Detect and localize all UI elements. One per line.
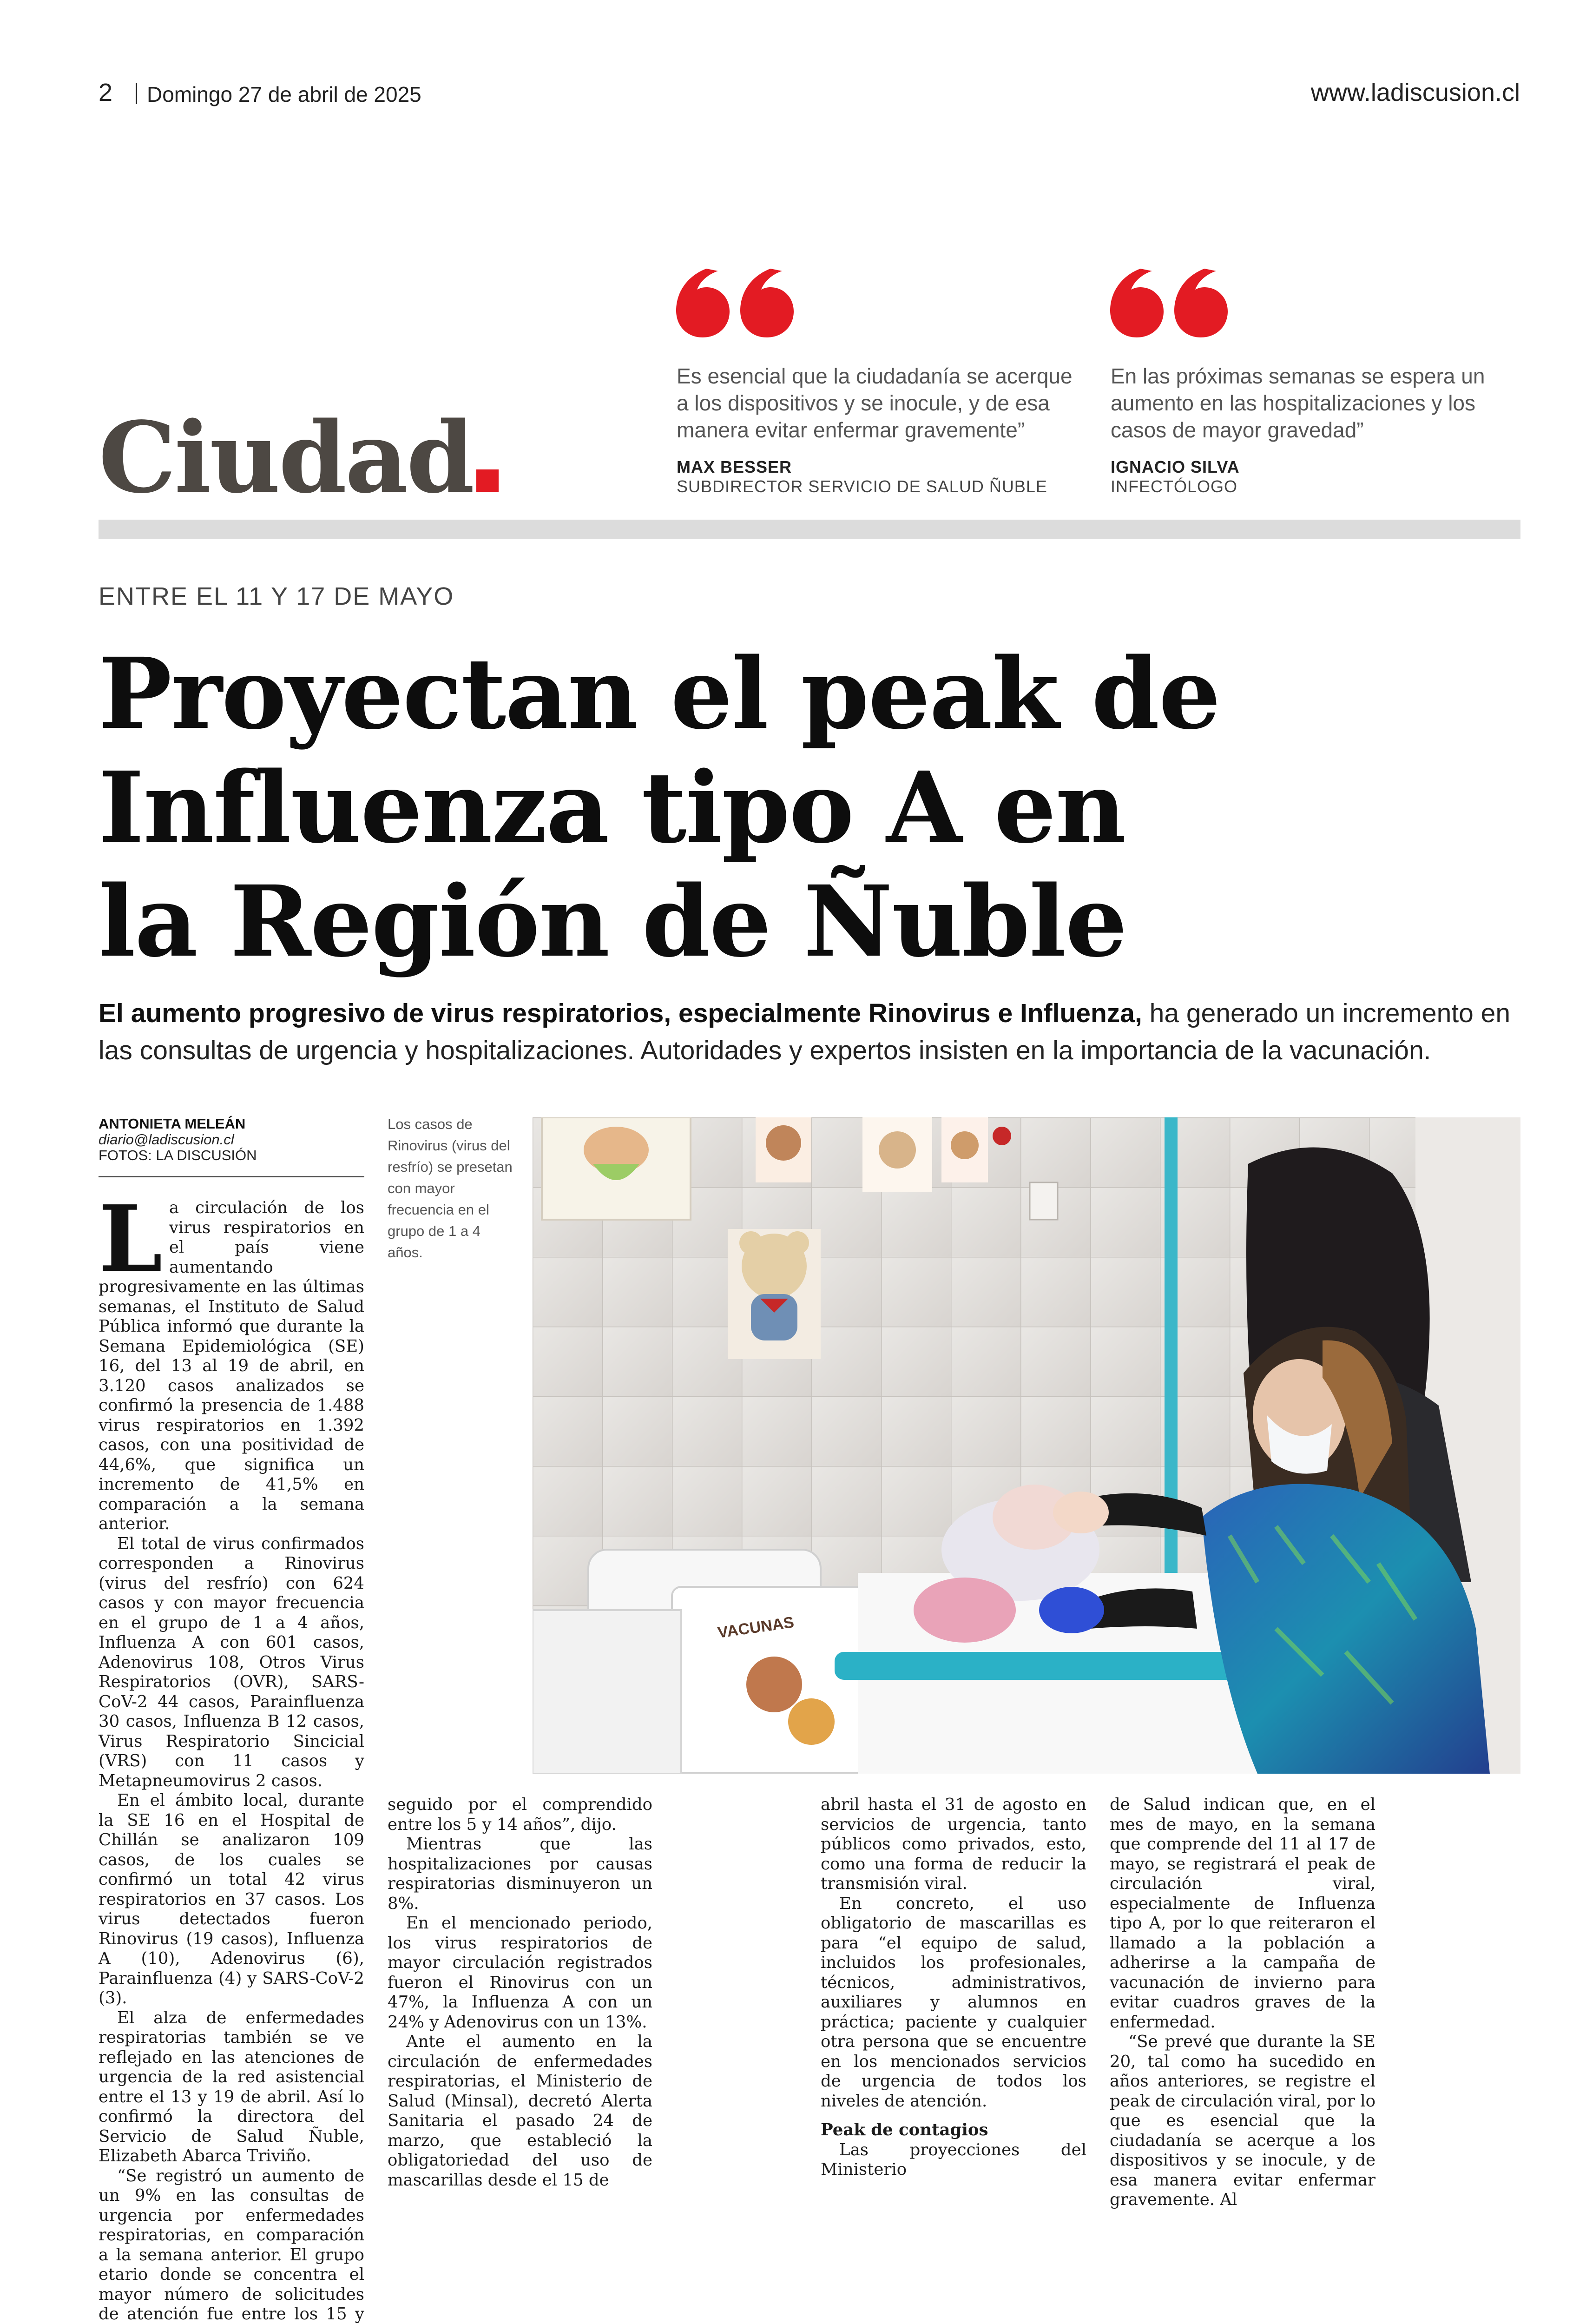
quote-author-role: INFECTÓLOGO bbox=[1111, 477, 1237, 496]
article-headline bbox=[99, 637, 1469, 978]
website-url: www.ladiscusion.cl bbox=[1311, 78, 1520, 107]
article-column-1 bbox=[99, 1198, 364, 2324]
paragraph: Ante el aumento en la circulación de enfermedades respiratorias, el Ministerio de Salud (Minsal), decretó Alerta Sanitaria el pasado 24 de marzo, que estableció la obligatoriedad del uso de mascarillas desde el 15 de bbox=[388, 2032, 652, 2190]
article-lead bbox=[99, 995, 1525, 1069]
quote-author-name: IGNACIO SILVA bbox=[1111, 457, 1240, 477]
paragraph: El total de virus confirmados corresponden a Rinovirus (virus del resfrío) con 624 casos y con mayor frecuencia en el grupo de 1 a 4 años, Influenza A con 601 casos, Adenovirus 108, Otros Virus Respiratorios (OVR), SARS-CoV-2 44 casos, Parainfluenza 30 casos, Influenza B 12 casos, Virus Respiratorio Sincicial (VRS) con 11 casos y Metapneumovirus 2 casos. bbox=[99, 1534, 364, 1791]
headline-line: la Región de Ñuble bbox=[99, 865, 1469, 978]
paragraph: seguido por el comprendido entre los 5 y 14 años”, dijo. bbox=[388, 1795, 652, 1835]
byline-email: diario@ladiscusion.cl bbox=[99, 1131, 234, 1148]
byline-divider bbox=[99, 1176, 364, 1177]
headline-line: Influenza tipo A en bbox=[99, 751, 1469, 865]
paragraph: abril hasta el 31 de agosto en servicios de urgencia, tanto públicos como privados, esto, como una forma de reducir la transmisión viral. bbox=[821, 1795, 1086, 1894]
quote-author-name: MAX BESSER bbox=[677, 457, 792, 477]
section-accent-dot bbox=[476, 469, 499, 492]
photo-caption: Los casos de Rinovirus (virus del resfrío) se presetan con mayor frecuencia en el grupo de 1 a 4 años. bbox=[388, 1114, 513, 1263]
paragraph: “Se registró un aumento de un 9% en las consultas de urgencia por enfermedades respiratorias, en comparación a la semana anterior. El grupo etario donde se concentra el mayor número de solicitudes de atención fue entre los 15 y bbox=[99, 2166, 364, 2324]
article-column-2 bbox=[388, 1795, 652, 2190]
paragraph: En el mencionado periodo, los virus respiratorios de mayor circulación registrados fueron el Rinovirus con un 47%, la Influenza A con un 24% y Adenovirus con un 13%. bbox=[388, 1914, 652, 2032]
paragraph: Las proyecciones del Ministerio bbox=[821, 2140, 1086, 2180]
paragraph: El alza de enfermedades respiratorias también se ve reflejado en las atenciones de urgencia de la red asistencial entre el 13 y 19 de abril. Así lo confirmó la directora del Servicio de Salud Ñuble, Elizabeth Abarca Triviño. bbox=[99, 2008, 364, 2166]
page-number: 2 bbox=[99, 78, 112, 107]
quote-mark-icon bbox=[1108, 259, 1233, 338]
article-column-4 bbox=[1110, 1795, 1375, 2210]
paragraph: En el ámbito local, durante la SE 16 en el Hospital de Chillán se analizaron 109 casos, de los cuales se confirmó un total 42 virus respiratorios en 37 casos. Los virus detectados fueron Rinovirus (19 casos), Influenza A (10), Adenovirus (6), Parainfluenza (4) y SARS-CoV-2 (3). bbox=[99, 1791, 364, 2008]
section-name: Ciudad bbox=[99, 400, 473, 515]
quote-text: Es esencial que la ciudadanía se acerque a los dispositivos y se inocule, y de esa manera evitar enfermar gravemente” bbox=[677, 363, 1086, 443]
drop-cap: L bbox=[99, 1201, 163, 1277]
section-title bbox=[99, 409, 499, 507]
issue-date: Domingo 27 de abril de 2025 bbox=[147, 82, 421, 107]
paragraph: Mientras que las hospitalizaciones por causas respiratorias disminuyeron un 8%. bbox=[388, 1835, 652, 1914]
paragraph: En concreto, el uso obligatorio de mascarillas es para “el equipo de salud, incluidos los profesionales, técnicos, administrativos, auxiliares y alumnos en práctica; paciente y cualquier otra persona que se encuentre en los mencionados servicios de urgencia de todos los niveles de atención. bbox=[821, 1894, 1086, 2112]
paragraph: La circulación de los virus respiratorios en el país viene aumentando progresivamente en las últimas semanas, el Instituto de Salud Pública informó que durante la Semana Epidemiológica (SE) 16, del 13 al 19 de abril, en 3.120 casos analizados se confirmó la presencia de 1.488 virus respiratorios en 1.392 casos, con una positividad de 44,6%, que significa un incremento de 41,5% en comparación a la semana anterior. bbox=[99, 1198, 364, 1534]
section-rule bbox=[99, 520, 1520, 539]
article-photo bbox=[533, 1117, 1520, 1774]
article-kicker: ENTRE EL 11 Y 17 DE MAYO bbox=[99, 582, 454, 611]
byline-author: ANTONIETA MELEÁN bbox=[99, 1116, 245, 1132]
headline-line: Proyectan el peak de bbox=[99, 637, 1469, 751]
lead-bold: El aumento progresivo de virus respiratorios, especialmente Rinovirus e Influenza, bbox=[99, 998, 1142, 1028]
quote-mark-icon bbox=[674, 259, 799, 338]
paragraph: de Salud indican que, en el mes de mayo, en la semana que comprende del 11 al 17 de mayo, se registrará el peak de circulación viral, especialmente de Influenza tipo A, por lo que reiteraron el llamado a la población a adherirse a la campaña de vacunación de invierno para evitar cuadros graves de la enfermedad. bbox=[1110, 1795, 1375, 2032]
article-column-3 bbox=[821, 1795, 1086, 2180]
paragraph: “Se prevé que durante la SE 20, tal como ha sucedido en años anteriores, se registre el peak de circulación viral, por lo que es esencial que la ciudadanía se acerque a los dispositivos y se inocule, y de esa manera evitar enfermar gravemente. Al bbox=[1110, 2032, 1375, 2210]
vaccine-box-label: VACUNAS bbox=[717, 1613, 795, 1642]
lead-text: ha generado un incremento en las consultas de urgencia y hospitalizaciones. Autoridades y expertos insisten en la importancia de la vacunación. bbox=[99, 998, 1510, 1065]
header-divider bbox=[136, 83, 137, 104]
subheading: Peak de contagios bbox=[821, 2120, 1086, 2140]
quote-author-role: SUBDIRECTOR SERVICIO DE SALUD ÑUBLE bbox=[677, 477, 1047, 496]
byline-photos: FOTOS: LA DISCUSIÓN bbox=[99, 1147, 257, 1164]
quote-text: En las próximas semanas se espera un aumento en las hospitalizaciones y los casos de mayor gravedad” bbox=[1111, 363, 1520, 443]
